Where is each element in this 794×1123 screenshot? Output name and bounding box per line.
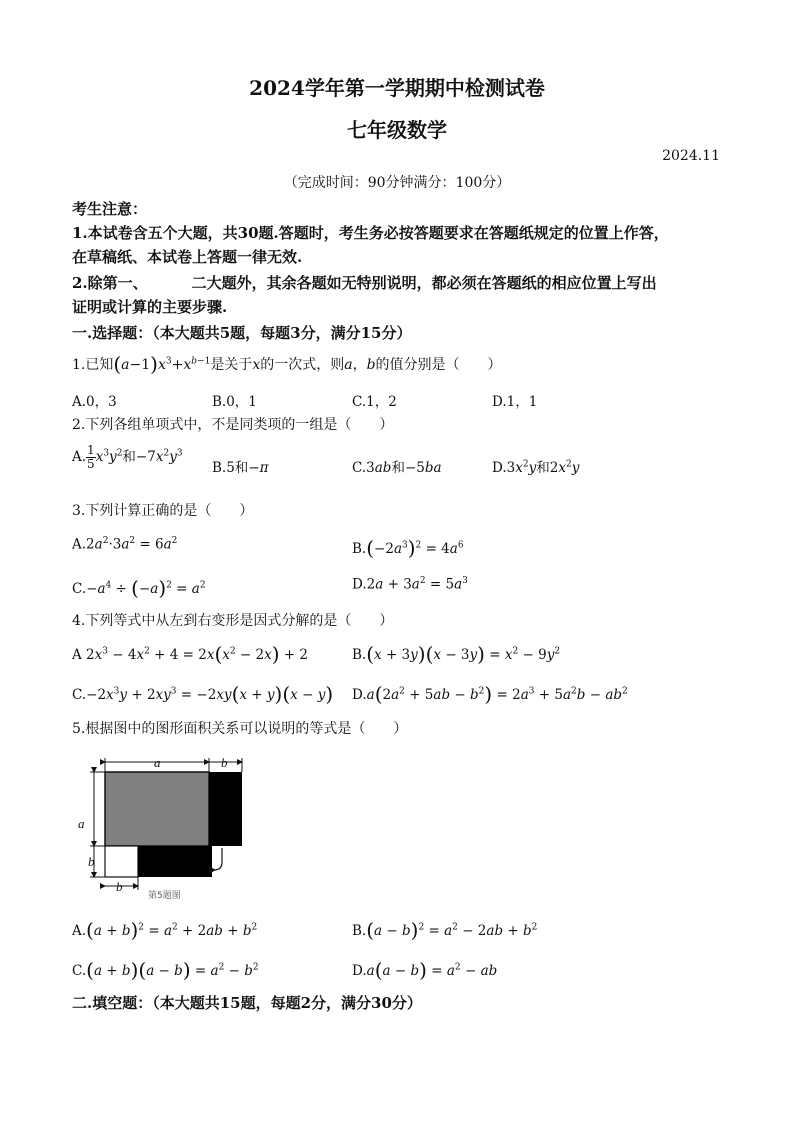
label-b-left: b [88, 854, 95, 869]
black-right-strip [209, 772, 242, 846]
notice-heading: 考生注意： [72, 200, 148, 218]
q5-option-b[interactable]: $B.(a - b)^2 = a^2 - 2ab + b^2$ [352, 918, 538, 942]
q1-option-c[interactable]: C.1，2 [352, 394, 397, 410]
question-1: 1.已知$(a-1)x^3+x^{b-1}$是关于x的一次式，则a，b的值分别是（ ） [72, 352, 502, 376]
q5-option-a[interactable]: $A.(a + b)^2 = a^2 + 2ab + b^2$ [72, 918, 258, 942]
q4-option-a[interactable]: A $2x^3 - 4x^2 + 4 = 2x(x^2 - 2x) + 2$ [72, 642, 309, 666]
label-b-top: b [221, 755, 228, 770]
q4-option-c[interactable]: $C.-2x^3y + 2xy^3 = -2xy(x + y)(x - y)$ [72, 682, 334, 706]
q1-option-d[interactable]: D.1，1 [492, 394, 538, 410]
question-5: 5.根据图中的图形面积关系可以说明的等式是（ ） [72, 721, 408, 737]
fraction-one-fifth: $\frac{1}{5}$ [87, 443, 95, 471]
q5-option-c[interactable]: $C.(a + b)(a - b) = a^2 - b^2$ [72, 958, 259, 982]
exam-date: 2024.11 [662, 148, 720, 164]
black-bottom-strip [138, 846, 212, 877]
section-2-heading: 二.填空题：（本大题共15题，每题2分，满分30分） [72, 994, 422, 1012]
notice-item-1-line-2: 在草稿纸、本试卷上答题一律无效. [72, 248, 303, 266]
q4-option-d[interactable]: $D.a(2a^2 + 5ab - b^2) = 2a^3 + 5a^2b - ab^2$ [352, 682, 628, 706]
q2-option-d[interactable]: $D.3x^2y$和$2x^2y$ [492, 459, 580, 476]
notice-item-2-part-1: 2.除第一、 [72, 274, 148, 292]
question-4: 4.下列等式中从左到右变形是因式分解的是（ ） [72, 613, 394, 629]
q2-option-a[interactable]: A. $\frac{1}{5}$ $x^3y^2$和$-7x^2y^3$ [72, 443, 183, 471]
exam-subtitle: 七年级数学 [347, 118, 447, 142]
question-3: 3.下列计算正确的是（ ） [72, 503, 254, 519]
q2-option-b[interactable]: B.5和−π [212, 460, 269, 476]
notice-item-2-line-2: 证明或计算的主要步骤. [72, 298, 228, 316]
q2-option-c[interactable]: C.3ab和−5ba [352, 460, 442, 476]
label-a-top: a [154, 755, 161, 770]
q4-option-b[interactable]: $B.(x + 3y)(x - 3y) = x^2 - 9y^2$ [352, 642, 561, 666]
q3-option-d[interactable]: $D.2a + 3a^2 = 5a^3$ [352, 576, 468, 593]
q3-option-a[interactable]: $A.2a^2\cdot 3a^2 = 6a^2$ [72, 536, 178, 553]
rotation-arrow-icon [214, 848, 222, 870]
exam-title: 2024学年第一学期期中检测试卷 [249, 76, 545, 100]
label-b-bottom: b [116, 879, 123, 894]
exam-time-info: （完成时间：90分钟满分：100分） [283, 175, 511, 191]
notice-item-1-line-1: 1.本试卷含五个大题，共30题.答题时，考生务必按答题要求在答题纸规定的位置上作答， [72, 224, 669, 242]
q5-option-d[interactable]: $D.a(a - b) = a^2$ − ab [352, 958, 498, 982]
figure-caption: 第5题图 [148, 891, 181, 900]
white-small-square [105, 846, 138, 877]
q1-expression: $(a-1)x^3+x^{b-1}$ [113, 352, 211, 376]
q3-option-b[interactable]: $B.(-2a^3)^2 = 4a^6$ [352, 536, 464, 560]
q1-option-a[interactable]: A.0，3 [72, 394, 117, 410]
notice-item-2-part-2: 二大题外，其余各题如无特别说明，都必须在答题纸的相应位置上写出 [191, 274, 657, 292]
q1-option-b[interactable]: B.0，1 [212, 394, 257, 410]
area-figure [72, 750, 252, 900]
gray-square [105, 772, 209, 846]
question-2: 2.下列各组单项式中，不是同类项的一组是（ ） [72, 417, 394, 433]
q3-option-c[interactable]: $C.-a^4 \div (-a)^2 = a^2$ [72, 576, 206, 600]
label-a-left: a [78, 816, 85, 831]
section-1-heading: 一.选择题：（本大题共5题，每题3分，满分15分） [72, 324, 412, 342]
notice-item-2-line-1 [72, 272, 657, 293]
